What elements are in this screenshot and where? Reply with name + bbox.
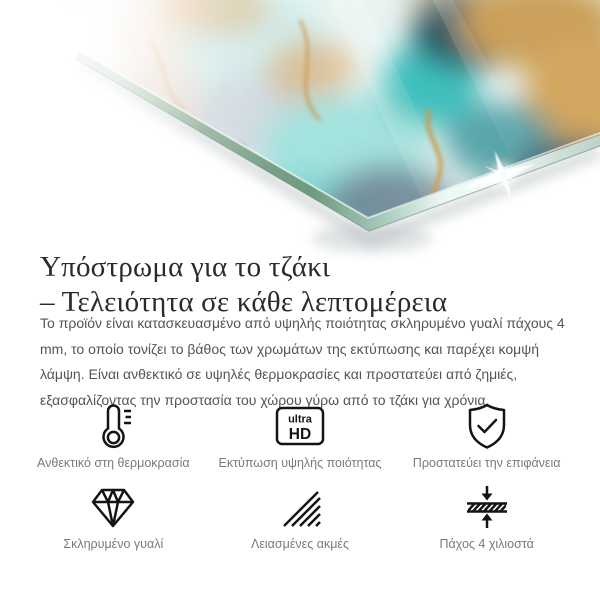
feature-thickness xyxy=(393,479,580,551)
thermometer-icon xyxy=(89,398,137,453)
feature-label: Πάχος 4 χιλιοστά xyxy=(439,537,534,551)
page-title-line1: Υπόστρωμα για το τζάκι xyxy=(40,251,331,284)
page-title xyxy=(40,250,580,320)
feature-surface-protection xyxy=(393,398,580,470)
product-description: Το προϊόν είναι κατασκευασμένο από υψηλής ποιότητας σκληρυμένο γυαλί πάχους 4 mm, το οποίο τονίζει το βάθος των χρωμάτων της εκτύπωσης και παρέχει κομψή λάμψη. Είναι ανθεκτικό σε υψηλές θερμοκρασίες και προστατεύει από ζημιές, εξασφαλίζοντας την προστασία του χώρου γύρω από το τζάκι για χρόνια. xyxy=(40,315,565,408)
feature-temperature xyxy=(20,398,207,470)
thickness-icon xyxy=(463,479,511,534)
polished-edges-icon xyxy=(276,479,324,534)
feature-label: Σκληρυμένο γυαλί xyxy=(63,537,164,551)
product-photo xyxy=(0,0,600,262)
feature-label: Ανθεκτικό στη θερμοκρασία xyxy=(37,456,190,470)
feature-label: Λειασμένες ακμές xyxy=(250,537,349,551)
svg-text:ultra: ultra xyxy=(288,413,312,425)
feature-grid xyxy=(20,398,580,551)
feature-polished-edges xyxy=(207,479,394,551)
svg-text:HD: HD xyxy=(288,425,312,443)
feature-label: Προστατεύει την επιφάνεια xyxy=(412,456,561,470)
glass-panel-graphic xyxy=(0,0,600,262)
highlight-fade xyxy=(0,0,600,262)
page-title-line2: – Τελειότητα σε κάθε λεπτομέρεια xyxy=(40,286,448,319)
shield-check-icon xyxy=(463,398,511,453)
ultra-hd-icon xyxy=(275,398,325,453)
diamond-icon xyxy=(89,479,137,534)
feature-tempered-glass xyxy=(20,479,207,551)
feature-print-quality xyxy=(207,398,394,470)
feature-label: Εκτύπωση υψηλής ποιότητας xyxy=(218,456,382,470)
